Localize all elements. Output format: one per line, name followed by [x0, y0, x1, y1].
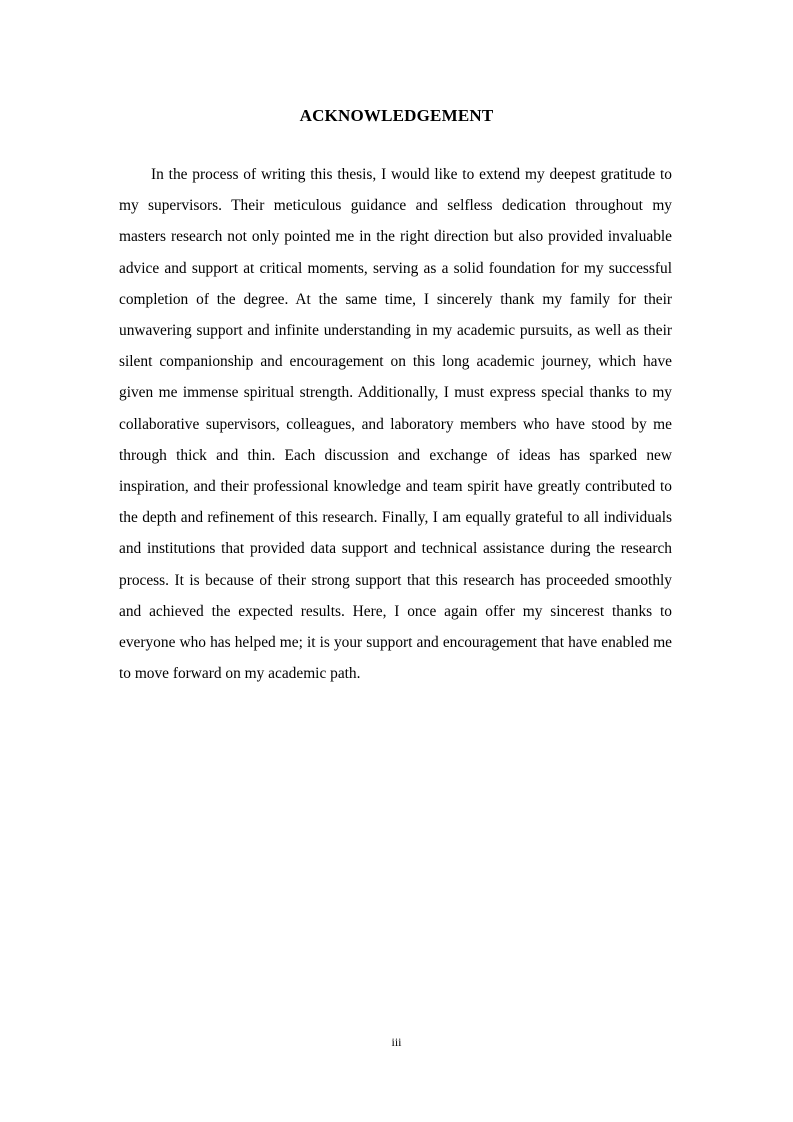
page-title: ACKNOWLEDGEMENT: [299, 106, 494, 125]
page-number: iii: [391, 1035, 402, 1049]
acknowledgement-body: [119, 159, 672, 689]
acknowledgement-paragraph: In the process of writing this thesis, I would like to extend my deepest gratitude to my supervisors. Their meticulous guidance and selfless dedication throughout my masters research not only pointed me in the right direction but also provided invaluable advice and support at critical moments, serving as a solid foundation for my successful completion of the degree. At the same time, I sincerely thank my family for their unwavering support and infinite understanding in my academic pursuits, as well as their silent companionship and encouragement on this long academic journey, which have given me immense spiritual strength. Additionally, I must express special thanks to my collaborative supervisors, colleagues, and laboratory members who have stood by me through thick and thin. Each discussion and exchange of ideas has sparked new inspiration, and their professional knowledge and team spirit have greatly contributed to the depth and refinement of this research. Finally, I am equally grateful to all individuals and institutions that provided data support and technical assistance during the research process. It is because of their strong support that this research has proceeded smoothly and achieved the expected results. Here, I once again offer my sincerest thanks to everyone who has helped me; it is your support and encouragement that have enabled me to move forward on my academic path.: [119, 166, 672, 683]
